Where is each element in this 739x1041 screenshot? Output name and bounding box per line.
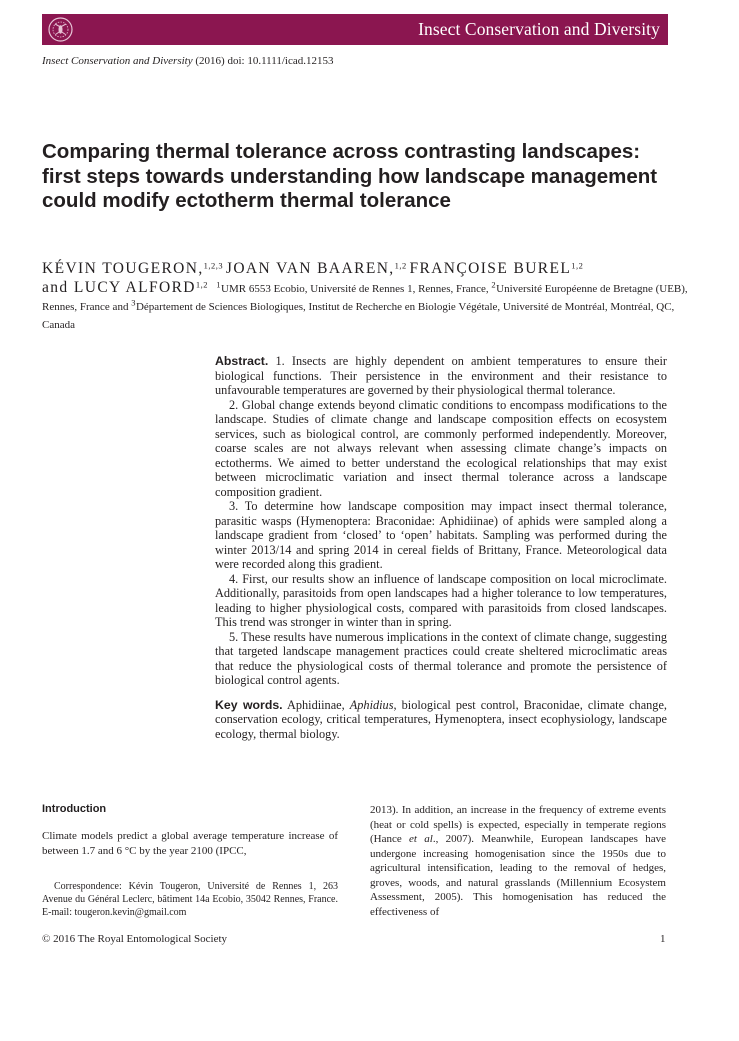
author-name: FRANÇOISE BUREL bbox=[409, 260, 572, 277]
citation-line bbox=[42, 55, 333, 67]
affiliation-3: Département de Sciences Biologiques, Institut de Recherche en Biologie Végétale, Université de Montréal, Montréal, QC, Canada bbox=[42, 301, 675, 331]
copyright-footer: © 2016 The Royal Entomological Society bbox=[42, 933, 228, 945]
affil-superscript: 1 bbox=[216, 279, 222, 290]
abstract-paragraph bbox=[215, 354, 667, 398]
author-name: and LUCY ALFORD bbox=[42, 279, 196, 296]
keywords-text: , biological pest control, Braconidae, climate change, conservation ecology, critical temperatures, Hymenoptera, insect ecophysiology, landscape ecology, thermal biology. bbox=[215, 697, 667, 741]
author-superscript: 1,2 bbox=[571, 260, 584, 271]
keywords-label: Key words. bbox=[215, 697, 283, 712]
affiliation-1: UMR 6553 Ecobio, Université de Rennes 1, Rennes, France, bbox=[221, 283, 492, 295]
abstract-paragraph: 5. These results have numerous implications in the context of climate change, suggesting that targeted landscape management practices could create sheltered microclimatic areas that reduce the physiological costs of thermal tolerance and promote the persistence of biological control agents. bbox=[215, 629, 667, 687]
intro-right-text: ., 2007). Meanwhile, European landscapes have undergone increasing homogenisation since the 1950s due to agricultural intensification, leading to the removal of hedges, groves, woods, and natural grasslands (Millennium Ecosystem Assessment, 2005). This homogenisation has reduced the effectiveness of bbox=[370, 833, 666, 918]
author-name: JOAN VAN BAAREN, bbox=[225, 260, 395, 277]
abstract-paragraph: 3. To determine how landscape composition may impact insect thermal tolerance, parasitic wasps (Hymenoptera: Braconidae: Aphidiinae) of aphids were sampled along a landscape gradient from ‘closed’ to ‘open’ habitats. Sampling was performed during the winter 2013/14 and spring 2014 in cereal fields of Brittany, France. Meteorological data were recorded along this gradient. bbox=[215, 499, 667, 571]
citation-journal: Insect Conservation and Diversity bbox=[42, 55, 193, 67]
keywords-text: Aphidiinae, bbox=[282, 697, 350, 712]
introduction-left-column: Climate models predict a global average temperature increase of between 1.7 and 6 °C by the year 2100 (IPCC, bbox=[42, 830, 338, 857]
affil-superscript: 3 bbox=[131, 297, 136, 308]
journal-banner bbox=[42, 14, 668, 45]
abstract bbox=[215, 354, 667, 741]
author-superscript: 1,2 bbox=[394, 260, 407, 271]
keywords bbox=[215, 698, 667, 742]
author-block bbox=[42, 260, 702, 334]
affil-superscript: 2 bbox=[491, 279, 497, 290]
abstract-paragraph: 2. Global change extends beyond climatic conditions to encompass modifications to the landscape. Studies of climate change and landscape composition effects on ecosystem services, such as biological control, are commonly performed independently. Moreover, coarse scales are not always relevant when assessing climate change’s impacts on ectotherms. We aimed to better understand the ecological relationships that may exist between microclimatic variation and insect thermal tolerance across a landscape composition gradient. bbox=[215, 397, 667, 499]
page-number: 1 bbox=[660, 933, 666, 945]
correspondence-note: Correspondence: Kévin Tougeron, Université de Rennes 1, 263 Avenue du Général Leclerc, bâtiment 14a Ecobio, 35042 Rennes, France. E-mail: tougeron.kevin@gmail.com bbox=[42, 881, 338, 918]
abstract-paragraph: 4. First, our results show an influence of landscape composition on local microclimate. Additionally, parasitoids from open landscapes had a higher tolerance to low temperatures, leading to higher physiological costs, compared with parasitoids from closed landscapes. This trend was stronger in winter than in spring. bbox=[215, 571, 667, 629]
abstract-label: Abstract. bbox=[215, 354, 269, 368]
keywords-italic: Aphidius bbox=[349, 697, 394, 712]
introduction-right-column bbox=[370, 803, 666, 919]
intro-right-text: 2013). In addition, an increase in the frequency of extreme events (heat or cold spells) is expected, especially in temperate regions (Hance bbox=[370, 804, 666, 845]
author-superscript: 1,2,3 bbox=[203, 260, 224, 271]
intro-right-italic: et al bbox=[409, 833, 433, 845]
author-name: KÉVIN TOUGERON, bbox=[42, 260, 204, 277]
abstract-p1: 1. Insects are highly dependent on ambient temperatures to ensure their biological functions. Their persistence in the environment and their resistance to unfavourable temperatures are governed by their physiological thermal tolerance. bbox=[215, 354, 667, 397]
paper-title: Comparing thermal tolerance across contrasting landscapes: first steps towards understanding how landscape management could modify ectotherm thermal tolerance bbox=[42, 140, 658, 212]
introduction-heading: Introduction bbox=[42, 803, 107, 815]
journal-name: Insect Conservation and Diversity bbox=[418, 19, 660, 39]
author-superscript: 1,2 bbox=[195, 279, 209, 290]
journal-emblem-icon bbox=[48, 17, 73, 42]
affiliation-2: Université Européenne de Bretagne (UEB), Rennes, France and bbox=[42, 283, 688, 313]
citation-doi: (2016) doi: 10.1111/icad.12153 bbox=[192, 55, 334, 67]
